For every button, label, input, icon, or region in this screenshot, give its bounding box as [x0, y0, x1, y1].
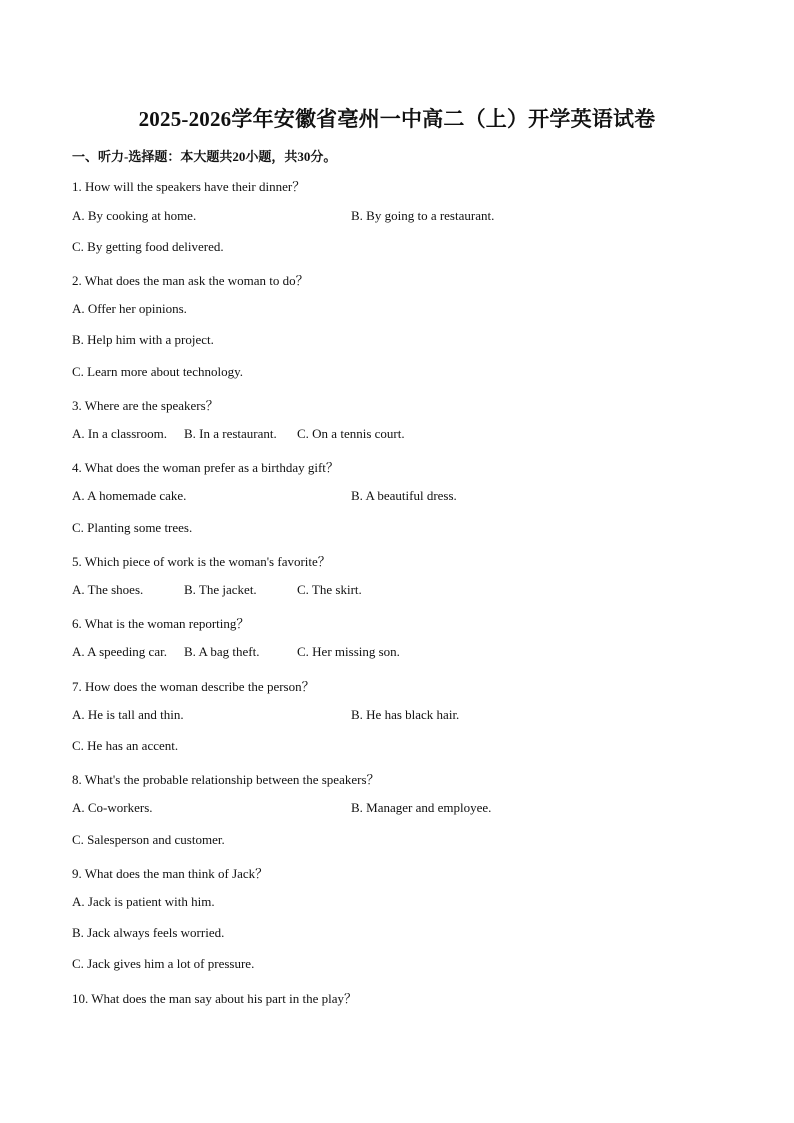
option-c: C. Learn more about technology. — [72, 364, 243, 379]
option-b: B. By going to a restaurant. — [351, 208, 495, 223]
option-b: B. The jacket. — [184, 582, 257, 597]
question-stem: 10. What does the man say about his part in the play？ — [72, 991, 357, 1006]
option-c: C. Planting some trees. — [72, 520, 193, 535]
option-a: A. He is tall and thin. — [72, 707, 184, 722]
option-c: C. Her missing son. — [297, 644, 400, 659]
option-b: B. A beautiful dress. — [351, 488, 457, 503]
question-stem: 4. What does the woman prefer as a birthday gift？ — [72, 460, 339, 475]
option-b: B. He has black hair. — [351, 707, 460, 722]
option-b: B. A bag theft. — [184, 644, 260, 659]
option-a: A. Co-workers. — [72, 800, 153, 815]
option-a: A. Offer her opinions. — [72, 301, 187, 316]
option-a: A. Jack is patient with him. — [72, 894, 215, 909]
option-c: C. Salesperson and customer. — [72, 832, 225, 847]
option-c: C. The skirt. — [297, 582, 362, 597]
section-heading: 一、听力-选择题：本大题共20小题，共30分。 — [72, 149, 337, 164]
option-b: B. Jack always feels worried. — [72, 925, 225, 940]
option-b: B. Manager and employee. — [351, 800, 492, 815]
question-stem: 1. How will the speakers have their dinner？ — [72, 179, 306, 194]
option-c: C. On a tennis court. — [297, 426, 405, 441]
option-c: C. He has an accent. — [72, 738, 179, 753]
option-a: A. A speeding car. — [72, 644, 167, 659]
question-stem: 2. What does the man ask the woman to do？ — [72, 273, 309, 288]
option-c: C. Jack gives him a lot of pressure. — [72, 956, 255, 971]
option-a: A. The shoes. — [72, 582, 144, 597]
option-c: C. By getting food delivered. — [72, 239, 224, 254]
question-stem: 3. Where are the speakers？ — [72, 398, 219, 413]
option-a: A. A homemade cake. — [72, 488, 187, 503]
question-stem: 6. What is the woman reporting？ — [72, 616, 250, 631]
question-stem: 7. How does the woman describe the person？ — [72, 679, 315, 694]
question-stem: 8. What's the probable relationship between the speakers？ — [72, 772, 380, 787]
option-a: A. By cooking at home. — [72, 208, 197, 223]
option-b: B. Help him with a project. — [72, 332, 214, 347]
exam-title: 2025-2026学年安徽省亳州一中高二（上）开学英语试卷 — [138, 107, 656, 131]
question-stem: 9. What does the man think of Jack？ — [72, 866, 269, 881]
option-b: B. In a restaurant. — [184, 426, 277, 441]
option-a: A. In a classroom. — [72, 426, 167, 441]
question-stem: 5. Which piece of work is the woman's favorite？ — [72, 554, 331, 569]
